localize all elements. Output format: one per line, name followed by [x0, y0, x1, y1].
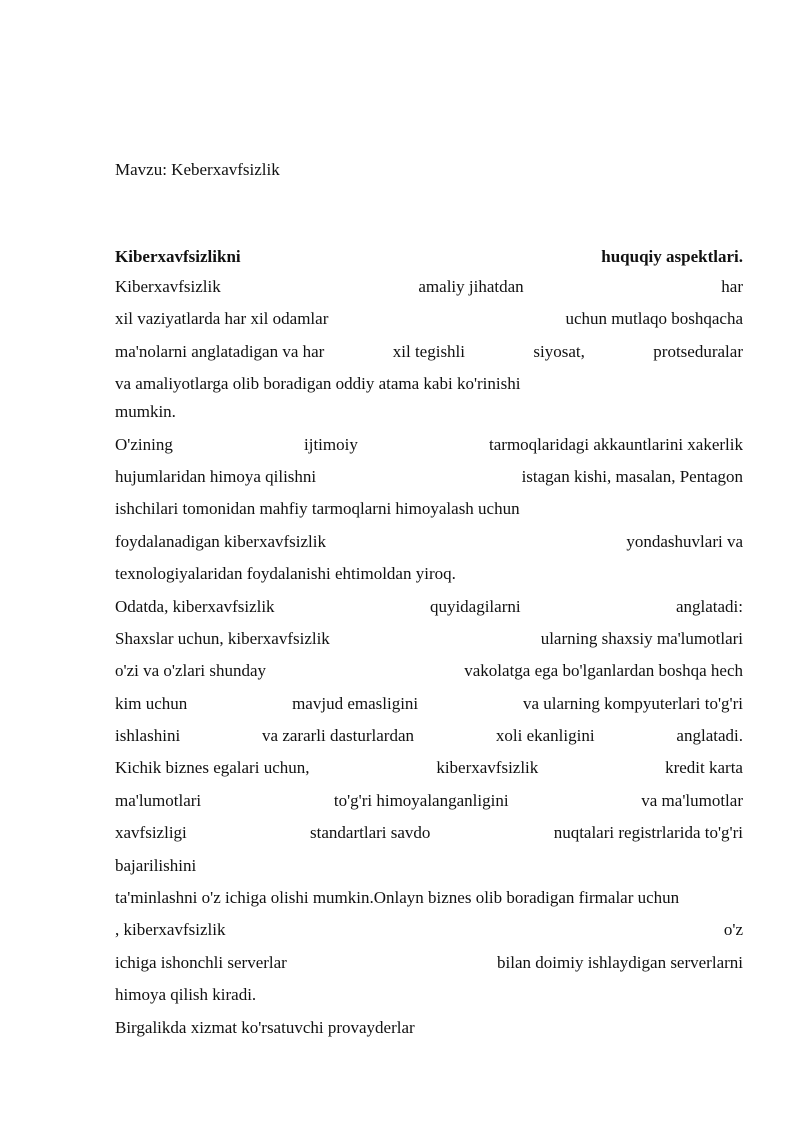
text-segment: ma'nolarni anglatadigan va har: [115, 341, 325, 361]
text-segment: bilan doimiy ishlaydigan serverlarni: [497, 952, 743, 972]
text-line: [115, 691, 743, 723]
text-segment: mavjud emasligini: [292, 693, 419, 713]
text-segment: uchun mutlaqo boshqacha: [565, 309, 743, 329]
text-segment: har: [721, 277, 743, 296]
text-line: [115, 339, 743, 371]
text-segment: vakolatga ega bo'lganlardan boshqa hech: [464, 661, 743, 681]
text-segment: Shaxslar uchun, kiberxavfsizlik: [115, 628, 330, 648]
text-segment: ularning shaxsiy ma'lumotlari: [540, 628, 743, 648]
heading-left: Kiberxavfsizlikni: [115, 247, 241, 266]
text-segment: ichiga ishonchli serverlar: [115, 952, 287, 972]
text-line: [115, 723, 743, 755]
text-segment: ishchilari tomonidan mahfiy tarmoqlarni himoyalash uchun: [115, 499, 520, 519]
text-line: [115, 982, 743, 1014]
text-line: [115, 432, 743, 464]
document-body: [115, 244, 743, 1047]
text-segment: o'zi va o'zlari shunday: [115, 661, 267, 681]
text-segment: himoya qilish kiradi.: [115, 985, 257, 1005]
text-segment: ishlashini: [115, 726, 181, 746]
text-segment: siyosat,: [533, 341, 585, 361]
text-segment: istagan kishi, masalan, Pentagon: [521, 466, 743, 486]
text-line: [115, 626, 743, 658]
text-segment: hujumlaridan himoya qilishni: [115, 466, 317, 486]
text-segment: tarmoqlaridagi akkauntlarini xakerlik: [489, 434, 743, 454]
text-line: [115, 464, 743, 496]
section-heading: [115, 244, 743, 274]
text-segment: va ularning kompyuterlari to'g'ri: [522, 693, 743, 713]
text-segment: Kiberxavfsizlik: [115, 277, 221, 296]
text-segment: kredit karta: [665, 758, 743, 778]
text-line: [115, 658, 743, 690]
text-line: [115, 399, 743, 431]
text-segment: kiberxavfsizlik: [436, 758, 539, 778]
text-segment: xoli ekanligini: [495, 726, 595, 746]
text-segment: kim uchun: [115, 693, 188, 713]
text-line: [115, 1015, 743, 1047]
text-line: [115, 917, 743, 949]
text-line: [115, 529, 743, 561]
text-segment: va ma'lumotlar: [641, 790, 743, 810]
text-segment: Kichik biznes egalari uchun,: [115, 758, 310, 778]
text-line: [115, 788, 743, 820]
text-segment: xil tegishli: [392, 341, 465, 361]
text-segment: yondashuvlari va: [626, 531, 743, 551]
text-segment: ma'lumotlari: [115, 790, 202, 810]
text-segment: nuqtalari registrlarida to'g'ri: [553, 823, 743, 843]
text-segment: to'g'ri himoyalanganligini: [333, 790, 509, 810]
text-line: [115, 561, 743, 593]
text-segment: , kiberxavfsizlik: [115, 920, 226, 940]
text-line: [115, 496, 743, 528]
text-segment: ijtimoiy: [304, 434, 358, 454]
text-line: [115, 885, 743, 917]
text-segment: mumkin.: [115, 402, 176, 422]
text-line: [115, 755, 743, 787]
text-line: [115, 594, 743, 626]
text-line: [115, 306, 743, 338]
text-segment: foydalanadigan kiberxavfsizlik: [115, 531, 327, 551]
text-segment: protseduralar: [653, 341, 743, 361]
paragraph-lines: [115, 274, 743, 1047]
text-segment: va amaliyotlarga olib boradigan oddiy atama kabi ko'rinishi: [115, 374, 521, 394]
text-segment: anglatadi.: [676, 726, 743, 746]
topic-title: Mavzu: Keberxavfsizlik: [115, 160, 280, 179]
text-segment: ta'minlashni o'z ichiga olishi mumkin.Onlayn biznes olib boradigan firmalar uchun: [115, 888, 680, 908]
text-segment: xil vaziyatlarda har xil odamlar: [115, 309, 329, 329]
text-line: [115, 950, 743, 982]
text-segment: va zararli dasturlardan: [262, 726, 415, 746]
text-segment: Birgalikda xizmat ko'rsatuvchi provayderlar: [115, 1017, 415, 1037]
text-line: [115, 820, 743, 852]
text-segment: Odatda, kiberxavfsizlik: [115, 596, 275, 616]
text-line: [115, 371, 743, 399]
text-segment: O'zining: [115, 434, 173, 454]
text-segment: texnologiyalaridan foydalanishi ehtimoldan yiroq.: [115, 564, 456, 584]
text-line: [115, 853, 743, 885]
text-segment: o'z: [723, 920, 743, 940]
text-segment: xavfsizligi: [115, 823, 187, 843]
text-segment: quyidagilarni: [429, 596, 521, 616]
text-line: [115, 274, 743, 306]
text-segment: amaliy jihatdan: [418, 277, 524, 296]
heading-right: huquqiy aspektlari.: [601, 247, 743, 266]
text-segment: bajarilishini: [115, 855, 197, 875]
text-segment: standartlari savdo: [310, 823, 431, 843]
text-segment: anglatadi:: [675, 596, 743, 616]
